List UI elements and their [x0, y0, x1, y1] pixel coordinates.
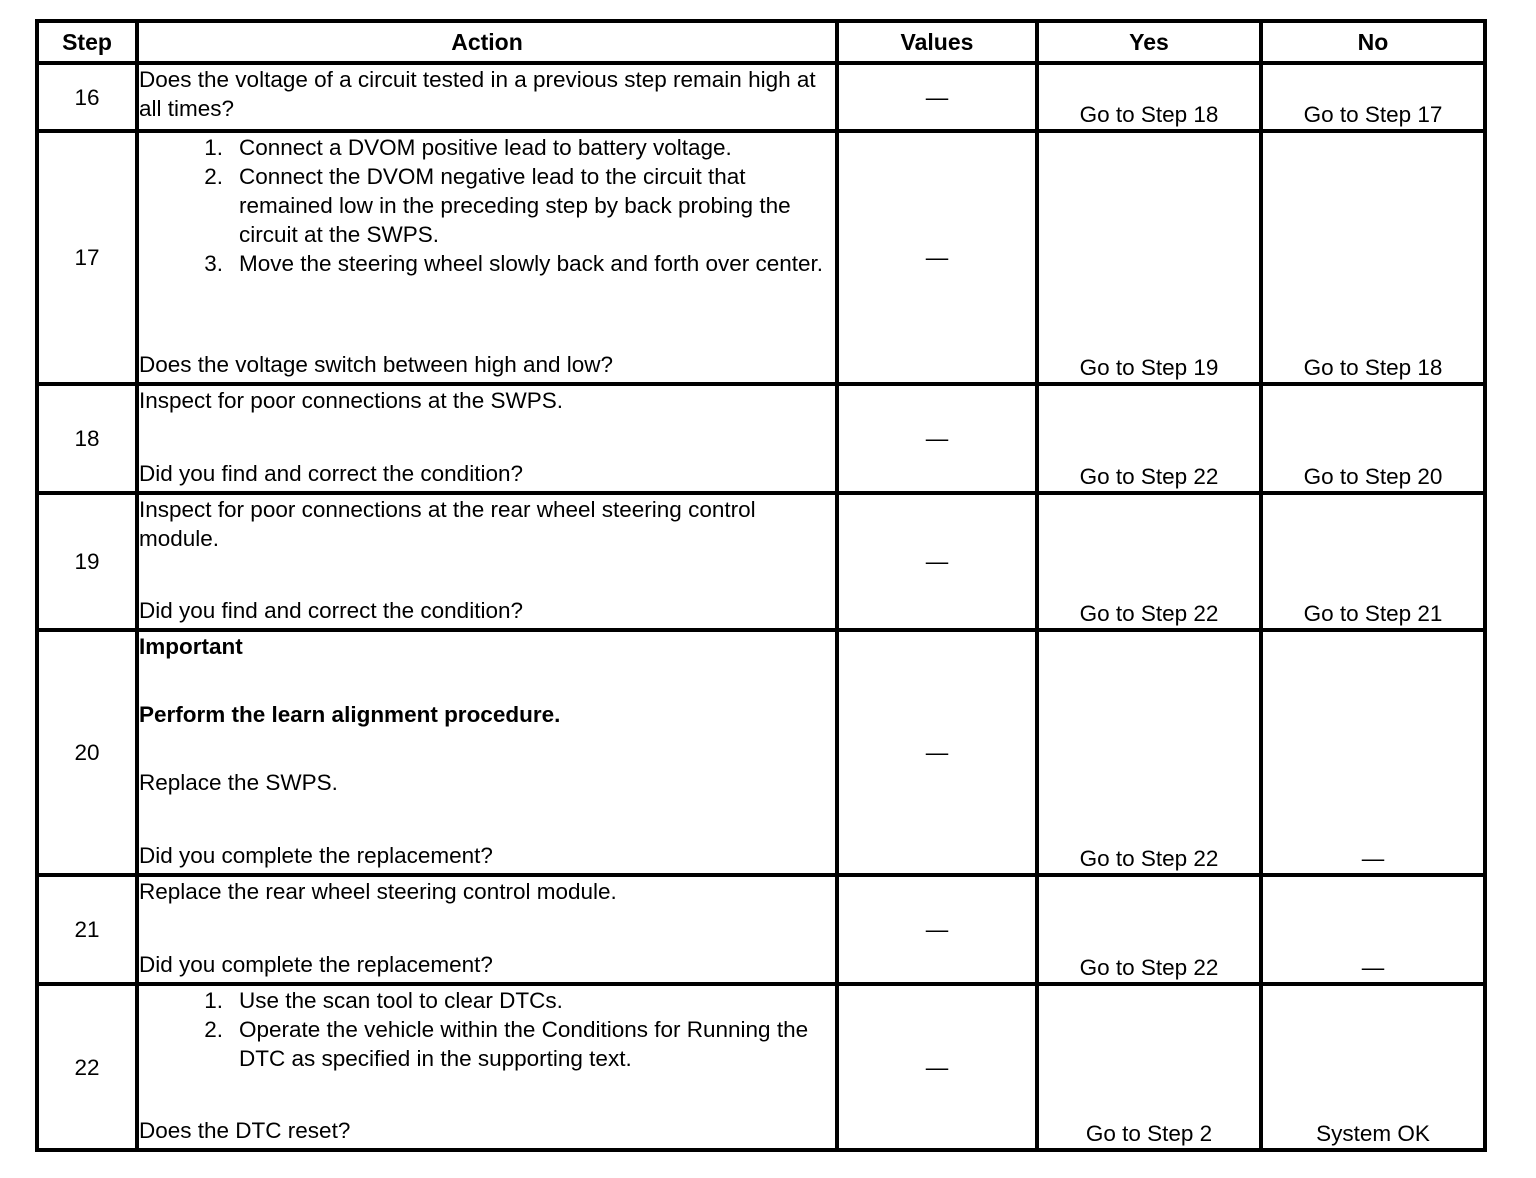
yes-cell: Go to Step 22 [1037, 493, 1261, 630]
list-item: 3. Move the steering wheel slowly back and forth over center. [204, 251, 824, 276]
table-row [37, 984, 1485, 1150]
list-item: 1. Use the scan tool to clear DTCs. [204, 988, 563, 1013]
yes-cell: Go to Step 22 [1037, 630, 1261, 875]
list-item: 2. Connect the DVOM negative lead to the circuit that remained low in the preceding step by back probing the circuit at the SWPS. [204, 164, 791, 247]
values-cell: — [837, 131, 1037, 384]
values-cell: — [837, 493, 1037, 630]
list-item: 1. Connect a DVOM positive lead to battery voltage. [204, 135, 732, 160]
question-text: Does the voltage switch between high and low? [139, 352, 614, 377]
no-cell: Go to Step 21 [1261, 493, 1485, 630]
step-number: 21 [37, 875, 137, 984]
no-cell: Go to Step 20 [1261, 384, 1485, 493]
no-cell: System OK [1261, 984, 1485, 1150]
values-cell: — [837, 875, 1037, 984]
procedure-list [139, 986, 835, 1073]
table-row [37, 493, 1485, 630]
yes-cell: Go to Step 22 [1037, 875, 1261, 984]
action-text: Does the voltage of a circuit tested in a previous step remain high at all times? [139, 67, 816, 121]
question-text: Did you find and correct the condition? [139, 461, 523, 486]
table-row [37, 63, 1485, 131]
action-text: Replace the rear wheel steering control module. [139, 879, 617, 904]
procedure-list [139, 133, 835, 278]
yes-cell: Go to Step 19 [1037, 131, 1261, 384]
values-cell: — [837, 384, 1037, 493]
important-note: Perform the learn alignment procedure. [139, 702, 561, 727]
action-cell [137, 875, 837, 984]
yes-cell: Go to Step 18 [1037, 63, 1261, 131]
no-cell: — [1261, 630, 1485, 875]
action-text: Inspect for poor connections at the rear wheel steering control module. [139, 497, 756, 551]
table-row [37, 131, 1485, 384]
action-cell [137, 384, 837, 493]
step-number: 20 [37, 630, 137, 875]
header-values: Values [837, 21, 1037, 63]
no-cell: Go to Step 18 [1261, 131, 1485, 384]
question-text: Did you find and correct the condition? [139, 598, 523, 623]
table-row [37, 875, 1485, 984]
step-number: 16 [37, 63, 137, 131]
question-text: Does the DTC reset? [139, 1118, 351, 1143]
action-text: Replace the SWPS. [139, 770, 338, 795]
table-row [37, 630, 1485, 875]
step-number: 17 [37, 131, 137, 384]
header-yes: Yes [1037, 21, 1261, 63]
action-cell [137, 630, 837, 875]
yes-cell: Go to Step 2 [1037, 984, 1261, 1150]
action-cell [137, 131, 837, 384]
step-number: 18 [37, 384, 137, 493]
question-text: Did you complete the replacement? [139, 843, 493, 868]
table-row [37, 384, 1485, 493]
header-row [37, 21, 1485, 63]
values-cell: — [837, 984, 1037, 1150]
header-action: Action [137, 21, 837, 63]
action-text: Inspect for poor connections at the SWPS. [139, 388, 563, 413]
values-cell: — [837, 630, 1037, 875]
no-cell: Go to Step 17 [1261, 63, 1485, 131]
important-heading: Important [139, 634, 243, 659]
diagnostic-table [35, 19, 1487, 1152]
no-cell: — [1261, 875, 1485, 984]
yes-cell: Go to Step 22 [1037, 384, 1261, 493]
list-item: 2. Operate the vehicle within the Conditions for Running the DTC as specified in the supporting text. [204, 1017, 809, 1071]
action-cell [137, 984, 837, 1150]
values-cell: — [837, 63, 1037, 131]
header-step: Step [37, 21, 137, 63]
step-number: 19 [37, 493, 137, 630]
action-cell [137, 493, 837, 630]
question-text: Did you complete the replacement? [139, 952, 493, 977]
header-no: No [1261, 21, 1485, 63]
step-number: 22 [37, 984, 137, 1150]
action-cell [137, 63, 837, 131]
